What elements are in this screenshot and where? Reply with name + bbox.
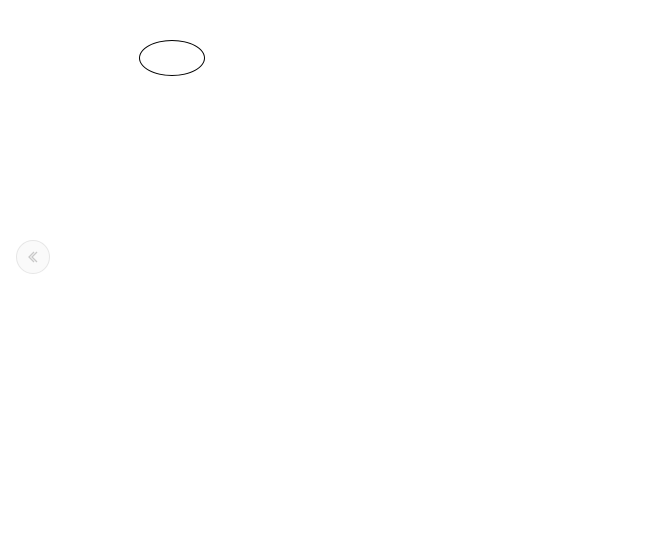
chevron-left-icon [26,250,40,264]
previous-page-button[interactable] [16,240,50,274]
sports-activities-header [139,40,205,76]
